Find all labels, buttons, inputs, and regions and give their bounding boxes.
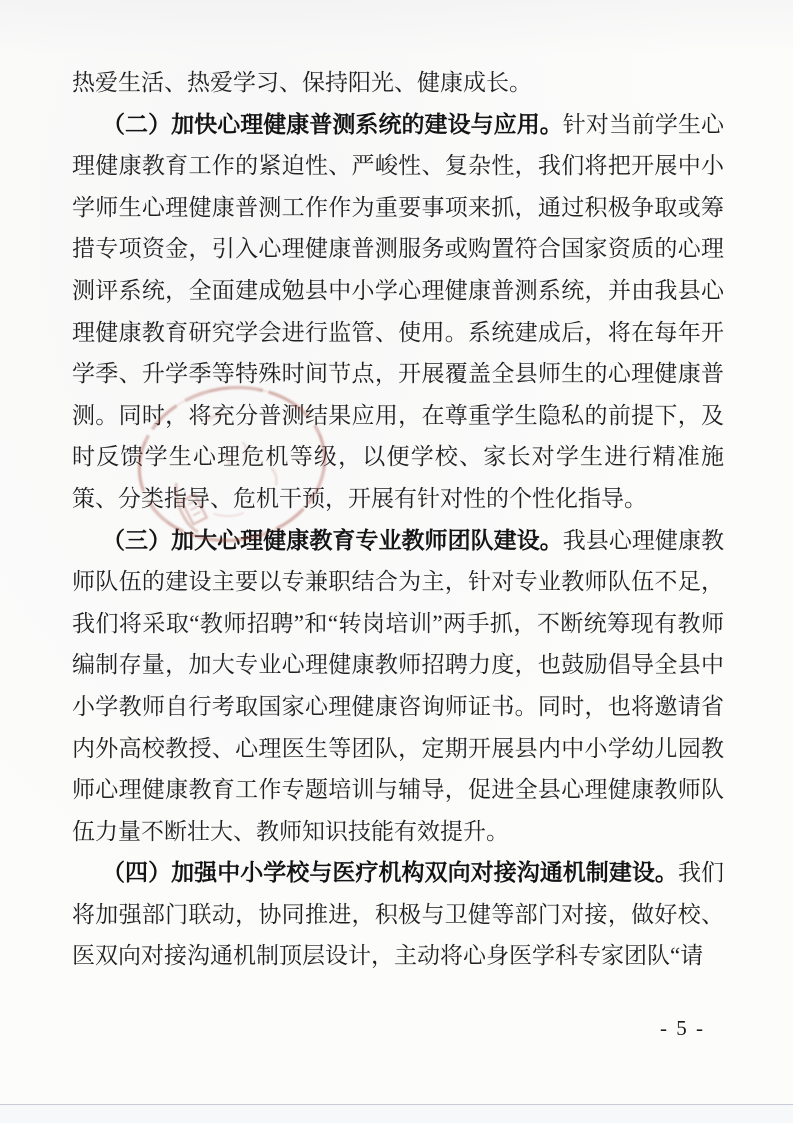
paragraph-text: 热爱生活、热爱学习、保持阳光、健康成长。 — [72, 70, 532, 95]
section-4-heading: （四）加强中小学校与医疗机构双向对接沟通机制建设。 — [102, 860, 678, 886]
section-2-paragraph — [72, 104, 724, 520]
scan-bottom-margin — [0, 1105, 793, 1123]
paragraph-continuation — [72, 62, 724, 104]
section-2-text: 针对当前学生心理健康教育工作的紧迫性、严峻性、复杂性，我们将把开展中小学师生心理健康普测工作作为重要事项来抓，通过积极争取或筹措专项资金，引入心理健康普测服务或购置符合国家资质的心理测评系统，全面建成勉县中小学心理健康普测系统，并由我县心理健康教育研究学会进行监管、使用。系统建成后，将在每年开学季、升学季等特殊时间节点，开展覆盖全县师生的心理健康普测。同时，将充分普测结果应用，在尊重学生隐私的前提下，及时反馈学生心理危机等级，以便学校、家长对学生进行精准施策、分类指导、危机干预，开展有针对性的个性化指导。 — [72, 111, 725, 511]
section-4-paragraph — [72, 852, 724, 977]
document-body — [72, 62, 724, 977]
section-2-heading: （二）加快心理健康普测系统的建设与应用。 — [102, 111, 563, 137]
section-3-heading: （三）加大心理健康教育专业教师团队建设。 — [102, 527, 563, 553]
page-number: - 5 - — [660, 1016, 705, 1040]
section-3-text: 我县心理健康教师队伍的建设主要以专兼职结合为主，针对专业教师队伍不足，我们将采取“教师招聘”和“转岗培训”两手抓，不断统筹现有教师编制存量，加大专业心理健康教师招聘力度，也鼓励倡导全县中小学教师自行考取国家心理健康咨询师证书。同时，也将邀请省内外高校教授、心理医生等团队，定期开展县内中小学幼儿园教师心理健康教育工作专题培训与辅导，促进全县心理健康教师队伍力量不断壮大、教师知识技能有效提升。 — [72, 527, 725, 844]
section-4-text: 我们将加强部门联动，协同推进，积极与卫健等部门对接，做好校、医双向对接沟通机制顶层设计，主动将心身医学科专家团队“请 — [72, 860, 725, 969]
section-3-paragraph — [72, 520, 724, 853]
